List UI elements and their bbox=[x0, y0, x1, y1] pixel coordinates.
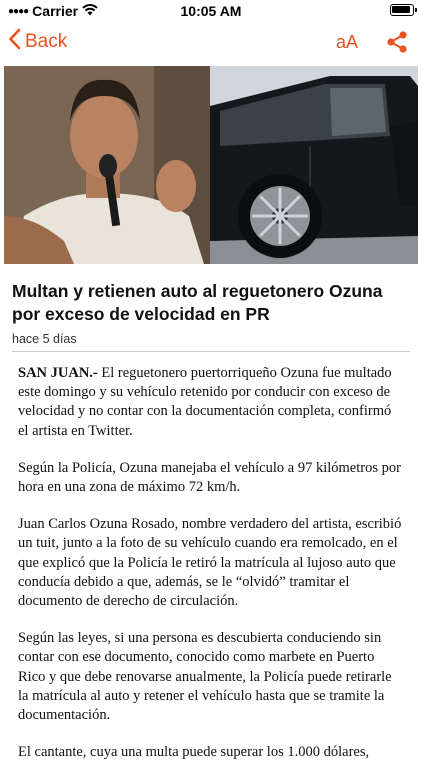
back-label: Back bbox=[25, 31, 68, 52]
article-paragraph-1 bbox=[18, 364, 404, 441]
carrier-label: Carrier bbox=[32, 3, 79, 19]
article-body bbox=[18, 364, 404, 780]
article-paragraph-2: Según la Policía, Ozuna manejaba el vehículo a 97 kilómetros por hora en una zona de máximo 72 km/h. bbox=[18, 459, 401, 496]
font-size-button[interactable]: aA bbox=[335, 32, 358, 52]
status-bar bbox=[0, 0, 422, 22]
share-icon bbox=[386, 30, 408, 54]
title-divider bbox=[12, 351, 410, 352]
article-title: Multan y retienen auto al reguetonero Ozuna por exceso de velocidad en PR bbox=[12, 281, 383, 324]
nav-bar bbox=[0, 24, 422, 64]
paragraph-1-text: El reguetonero puertorriqueño Ozuna fue multado este domingo y su vehículo retenido por conducir con exceso de velocidad y no contar con la documentación completa, confirmó el artista en Twitter. bbox=[18, 365, 392, 439]
chevron-left-icon bbox=[8, 28, 21, 56]
share-button[interactable] bbox=[386, 30, 408, 59]
car-photo bbox=[210, 66, 418, 264]
artist-photo bbox=[4, 66, 210, 264]
article-time-ago: hace 5 días bbox=[12, 332, 77, 346]
status-time: 10:05 AM bbox=[180, 3, 242, 19]
article-paragraph-4: Según las leyes, si una persona es descubierta conduciendo sin contar con ese documento, conocido como marbete en Puerto Rico y que debe renovarse anualmente, la Policía puede retirarle la matrícula al auto y retener el vehículo hasta que se tramite la documentación. bbox=[18, 630, 392, 724]
signal-icon: ●●●● bbox=[8, 5, 29, 17]
article-hero-image bbox=[4, 66, 418, 264]
status-right bbox=[390, 4, 414, 16]
article-dateline: SAN JUAN.- bbox=[18, 365, 98, 381]
article-paragraph-3: Juan Carlos Ozuna Rosado, nombre verdadero del artista, escribió un tuit, junto a la foto de su vehículo cuando era remolcado, en el que explicó que la Policía le retiró la matrícula al lujoso auto que conducía debido a que, además, se le “olvidó” tramitar el documento de derecho de circulación. bbox=[18, 516, 402, 610]
back-button[interactable] bbox=[8, 28, 67, 56]
article-paragraph-5: El cantante, cuya una multa puede superar los 1.000 dólares, bbox=[18, 744, 370, 761]
battery-icon bbox=[390, 4, 414, 16]
